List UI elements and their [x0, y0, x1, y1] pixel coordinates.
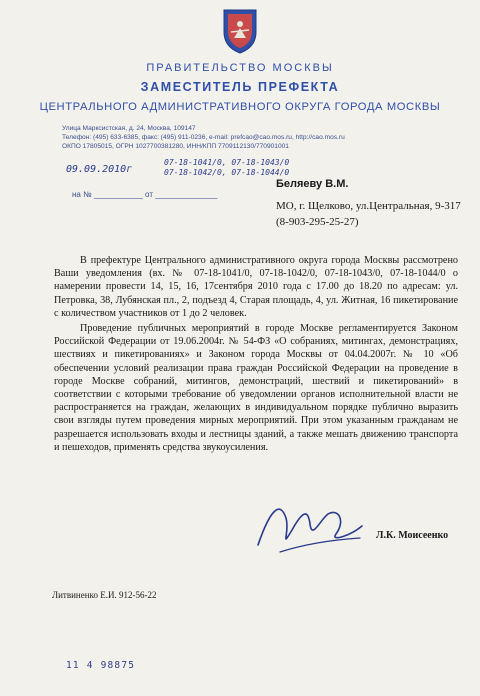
handwritten-number-2: 07-18-1042/0, 07-18-1044/0 [164, 168, 290, 177]
letterhead-address: Улица Марксистская, д. 24, Москва, 109147 [62, 125, 196, 132]
executor-info: Литвиненко Е.И. 912-56-22 [52, 590, 157, 600]
body-paragraph-1: В префектуре Центрального административного округа города Москвы рассмотрено Ваши уведомления (вх. № 07-18-1041/0, 07-18-1042/0, 07-18-1043/0, 07-18-1044/0 о намерении провести 14, 15, 16, 17сентября 2010 года с 17.00 до 18.20 по адресам: ул. Петровка, 38, Лубянская пл., 2, подъезд 4, Старая площадь, 4, ул. Житная, 16 пикетирование с количеством участников от 1 до 2 человек. [54, 255, 458, 319]
letterhead-district: ЦЕНТРАЛЬНОГО АДМИНИСТРАТИВНОГО ОКРУГА ГОРОДА МОСКВЫ [39, 101, 441, 113]
handwritten-date: 09.09.2010г [66, 164, 133, 175]
signer-name: Л.К. Моисеенко [376, 530, 449, 541]
letterhead-contacts: Телефон: (495) 633-6385, факс: (495) 911-0236, e-mail: prefcao@cao.mos.ru, http://cao.mos.ru [62, 134, 345, 141]
registration-reference-line: на № ___________ от ______________ [72, 190, 218, 199]
handwritten-signature [250, 490, 370, 570]
handwritten-number-1: 07-18-1041/0, 07-18-1043/0 [164, 158, 290, 167]
moscow-coat-of-arms-icon [220, 6, 260, 54]
body-paragraph-2: Проведение публичных мероприятий в городе Москве регламентируется Законом Российской Федерации от 19.06.2004г. № 54-ФЗ «О собраниях, митингах, демонстрациях, шествиях и пикетированиях» и Законом города Москвы от 04.04.2007г. № 10 «Об обеспечении условий реализации права граждан Российской Федерации на проведение в городе Москве собраний, митингов, демонстраций, шествий и пикетирований» в соответствии с которыми требование об уведомлении органов исполнительной власти не распространяется на граждан, желающих в индивидуальном порядке публично выразить свои взгляды путем проведения мирных мероприятий. При этом указанным гражданам не разрешается использовать входы и лестницы зданий, а также мешать движению транспорта и пешеходов, применять средства звукоусиления. [54, 323, 458, 453]
letterhead-position: ЗАМЕСТИТЕЛЬ ПРЕФЕКТА [140, 80, 340, 94]
letterhead-codes: ОКПО 17805015, ОГРН 1027700381280, ИНН/КПП 7709112130/770901001 [62, 143, 289, 150]
form-serial-number: 11 4 98875 [66, 660, 136, 671]
recipient-name: Беляеву В.М. [276, 178, 349, 190]
letterhead-org: ПРАВИТЕЛЬСТВО МОСКВЫ [146, 62, 334, 74]
recipient-address: МО, г. Щелково, ул.Центральная, 9-317 (8-903-295-25-27) [276, 200, 461, 228]
